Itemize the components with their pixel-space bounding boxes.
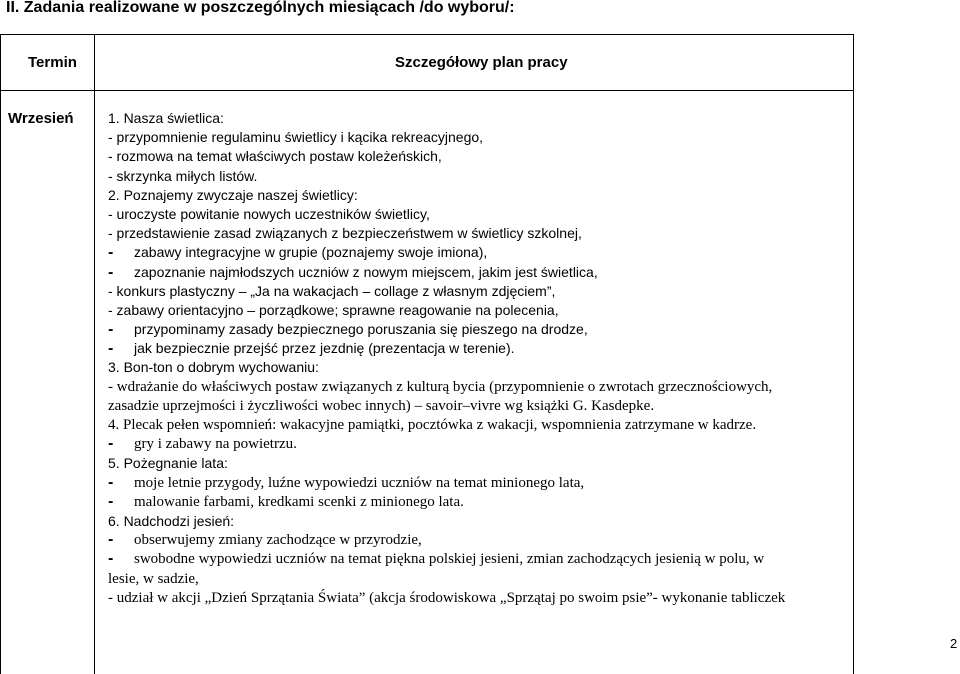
- plan-line: - udział w akcji „Dzień Sprzątania Świata” (akcja środowiskowa „Sprzątaj po swoim psie”- wykonanie tabliczek: [108, 589, 786, 606]
- plan-line: 1. Nasza świetlica:: [108, 110, 224, 126]
- plan-line-bulleted: [108, 243, 958, 262]
- plan-line-bulleted: [108, 320, 958, 339]
- plan-line: - skrzynka miłych listów.: [108, 167, 258, 184]
- plan-line-bulleted: [108, 493, 958, 512]
- plan-line-text: zabawy integracyjne w grupie (poznajemy swoje imiona),: [134, 244, 488, 261]
- plan-line-bulleted: [108, 435, 958, 454]
- dash-bullet: -: [108, 342, 114, 358]
- plan-line: - przypomnienie regulaminu świetlicy i kącika rekreacyjnego,: [108, 129, 484, 146]
- table-header-divider: [0, 90, 854, 91]
- plan-line: 5. Pożegnanie lata:: [108, 455, 228, 472]
- plan-line-text: zapoznanie najmłodszych uczniów z nowym miejscem, jakim jest świetlica,: [134, 263, 598, 280]
- dash-bullet: -: [108, 552, 114, 568]
- table-border-left: [0, 34, 1, 674]
- plan-line: - przedstawienie zasad związanych z bezpieczeństwem w świetlicy szkolnej,: [108, 225, 582, 242]
- plan-line-bulleted: [108, 550, 958, 569]
- dash-bullet: -: [108, 265, 114, 281]
- month-cell: Wrzesień: [8, 110, 74, 127]
- header-termin: Termin: [28, 54, 77, 71]
- plan-line-bulleted: [108, 531, 958, 550]
- plan-line: - rozmowa na temat właściwych postaw koleżeńskich,: [108, 148, 442, 165]
- plan-line: 2. Poznajemy zwyczaje naszej świetlicy:: [108, 186, 358, 203]
- plan-line: zasadzie uprzejmości i życzliwości wobec innych) – savoir–vivre wg książki G. Kasdepke.: [108, 397, 655, 414]
- table-column-divider: [94, 34, 95, 674]
- page-number: 2: [950, 636, 958, 651]
- plan-line: 3. Bon-ton o dobrym wychowaniu:: [108, 359, 319, 376]
- plan-line: 4. Plecak pełen wspomnień: wakacyjne pamiątki, pocztówka z wakacji, wspomnienia zatrzymane w kadrze.: [108, 417, 757, 433]
- dash-bullet: -: [108, 475, 114, 491]
- plan-line-text: swobodne wypowiedzi uczniów na temat piękna polskiej jesieni, zmian zachodzących jesienią w polu, w: [134, 551, 765, 568]
- table-border-top: [0, 34, 854, 35]
- dash-bullet: -: [108, 533, 114, 549]
- section-heading: II. Zadania realizowane w poszczególnych miesiącach /do wyboru/:: [6, 0, 515, 16]
- plan-line: - konkurs plastyczny – „Ja na wakacjach – collage z własnym zdjęciem”,: [108, 282, 556, 299]
- plan-line-bulleted: [108, 474, 958, 493]
- plan-line: - wdrażanie do właściwych postaw związanych z kulturą bycia (przypomnienie o zwrotach grzecznościowych,: [108, 378, 773, 395]
- dash-bullet: -: [108, 246, 114, 262]
- header-plan: Szczegółowy plan pracy: [395, 54, 568, 71]
- plan-line-text: gry i zabawy na powietrzu.: [134, 436, 297, 453]
- plan-line: lesie, w sadzie,: [108, 570, 199, 587]
- plan-line-text: moje letnie przygody, luźne wypowiedzi uczniów na temat minionego lata,: [134, 474, 585, 491]
- plan-line-text: przypominamy zasady bezpiecznego poruszania się pieszego na drodze,: [134, 321, 588, 338]
- plan-line: 6. Nadchodzi jesień:: [108, 512, 235, 529]
- plan-line-text: obserwujemy zmiany zachodzące w przyrodzie,: [134, 532, 422, 549]
- plan-line-text: malowanie farbami, kredkami scenki z minionego lata.: [134, 493, 464, 510]
- dash-bullet: -: [108, 437, 114, 453]
- plan-line: - zabawy orientacyjno – porządkowe; sprawne reagowanie na polecenia,: [108, 301, 559, 318]
- dash-bullet: -: [108, 494, 114, 510]
- plan-line: - uroczyste powitanie nowych uczestników świetlicy,: [108, 205, 430, 222]
- dash-bullet: -: [108, 323, 114, 339]
- plan-line-text: jak bezpiecznie przejść przez jezdnię (prezentacja w terenie).: [134, 340, 515, 357]
- plan-cell: [108, 109, 958, 608]
- plan-line-bulleted: [108, 263, 958, 282]
- plan-line-bulleted: [108, 339, 958, 358]
